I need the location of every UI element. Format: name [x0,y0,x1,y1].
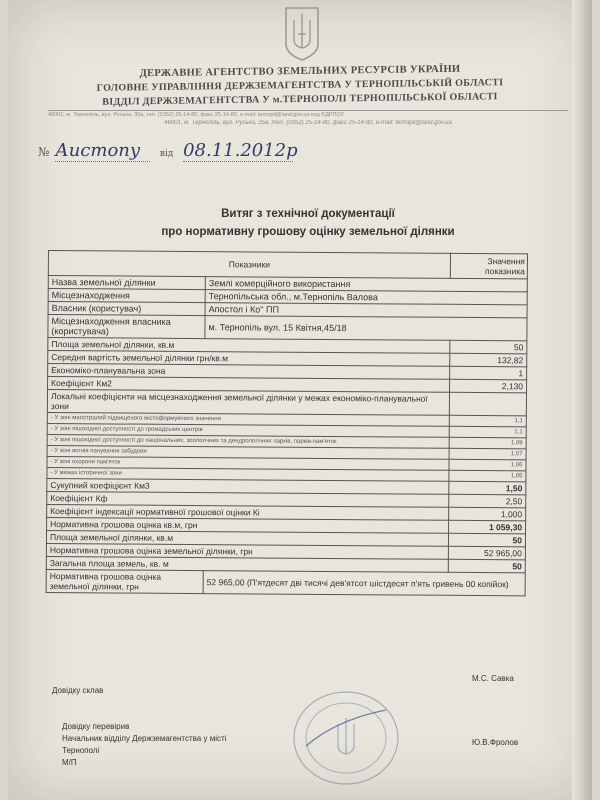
coefficient-label: - У межах історичної зони [47,467,449,481]
coefficient-label: - У зоні вогнів панування забудови [47,445,449,459]
registration-number: Аистопу [55,140,150,162]
row-label: Власник (користувач) [48,302,205,316]
document-title: Витяг з технічної документації [221,208,395,220]
agency-line-3: ВІДДІЛ ДЕРЖЗЕМАГЕНТСТВА У м.ТЕРНОПОЛІ ТЕРНОПІЛЬСЬКОЇ ОБЛАСТІ [102,91,498,108]
chief-title-line1: Начальник відділу Держземагентства у місті [62,734,227,743]
metric-label: Коефіцієнт Км2 [48,377,450,393]
metric-label: Локальні коефіцієнти на місцезнаходження земельної ділянки у межах економіко-планувальної зони [47,390,449,416]
trident-emblem-icon [282,4,322,62]
total-value: 52 965,00 [448,546,525,560]
row-label: Місцезнаходження [48,289,205,303]
metric-value: 2,130 [450,379,527,393]
table-row-final [46,569,525,595]
chief-name: Ю.В.Фролов [472,738,519,747]
metric-label: Економіко-планувальна зона [48,364,450,380]
agency-line-1: ДЕРЖАВНЕ АГЕНТСТВО ЗЕМЕЛЬНИХ РЕСУРСІВ УКРАЇНИ [139,63,461,80]
document-page [8,0,592,800]
final-value: 52 965,00 (П'ятдесят дві тисячі дев'ятсот шістдесят п'ять гривень 00 копійок) [203,571,525,596]
total-label: Нормативна грошова оцінка земельної ділянки, грн [46,543,448,559]
total-value: 1 059,30 [449,520,526,534]
table-body [46,276,527,596]
registration-line [38,140,298,166]
agency-line-2: ГОЛОВНЕ УПРАВЛІННЯ ДЕРЖЗЕМАГЕНТСТВА У ТЕРНОПІЛЬСЬКІЙ ОБЛАСТІ [96,77,504,94]
total-value: 50 [448,533,525,547]
total-label: Коефіцієнт Кф [47,491,449,507]
registration-date: 08.11.2012р [183,140,298,161]
metric-label: Середня вартість земельної ділянки грн/кв.м [48,351,450,367]
chief-title-line2: Тернополі [62,746,100,755]
total-value: 1,000 [449,507,526,521]
prepared-label: Довідку склав [52,686,104,695]
row-label: Місцезнаходження власника (користувача) [48,315,205,339]
metric-label: Площа земельної ділянки, кв.м [48,338,450,354]
metric-value: 132,82 [450,353,527,367]
total-label: Загальна площа земель, кв. м [46,556,448,572]
page-edge-shadow [572,0,592,800]
total-label: Сукупний коефіцієнт Км3 [47,478,449,494]
seal-place-label: М/П [62,758,77,767]
address-line-italic: 46001, м. Тернопіль, вул. Руська, 35а, тел. (0352) 25-14-80, факс 25-14-80, e-mail: ternopil@land.gov.ua [164,120,452,126]
row-value: Тернопільська обл., м.Тернопіль Валова [205,290,527,305]
coefficient-value: 1,07 [449,448,526,460]
header-value: Значення показника [450,253,527,279]
coefficient-label: - У зоні пішохідної доступності до національних, зоологічних та дендрологічних парків, парків-пам'яток [47,434,449,448]
total-value: 1,50 [449,481,526,495]
coefficient-value: 1,09 [449,437,526,449]
coefficient-label: - У зоні охорони пам'яток [47,456,449,470]
coefficient-value: 1,05 [449,470,526,482]
metric-value: 1 [450,366,527,380]
number-sign: № [38,145,50,159]
coefficient-value: 1,1 [449,415,526,427]
coefficient-label: - У зоні пішохідної доступності до громадських центрів [47,423,449,437]
round-seal-icon [286,680,406,790]
coefficient-value: 1,1 [449,426,526,438]
total-label: Площа земельної ділянки, кв.м [46,530,448,546]
checked-label: Довідку перевірив [62,722,130,731]
table-header-row [48,251,527,279]
total-value: 2,50 [449,494,526,508]
table-row [48,315,527,341]
document-subtitle: про нормативну грошову оцінку земельної ділянки [161,226,455,238]
coefficient-value: 1,06 [449,459,526,471]
total-label: Коефіцієнт індексації нормативної грошової оцінки Кі [47,504,449,520]
table-row [47,390,526,416]
address-line: 46001, м. Тернопіль, вул. Руська, 35а, тел. (0352) 25-14-80, факс 25-14-80, e-mail: ternopil@land.gov.ua код ЄДРПОУ [48,110,568,118]
row-label: Назва земельної ділянки [48,276,205,290]
header-indicators: Показники [48,251,450,279]
metric-value [449,392,526,416]
row-value: м. Тернопіль вул. 15 Квітня,45/18 [205,316,527,341]
prepared-name: М.С. Савка [472,674,514,683]
from-label: від [159,149,174,159]
row-value: Землі комерційного використання [205,277,527,292]
final-label: Нормативна грошова оцінка земельної ділянки, грн [46,569,203,593]
valuation-table [46,250,528,596]
total-label: Нормативна грошова оцінка кв.м, грн [47,517,449,533]
row-value: Апостол і Ко" ПП [205,303,527,318]
total-value: 50 [448,559,525,573]
coefficient-label: - У зоні магістралей підвищеного містоформуючого значення [47,412,449,426]
metric-value: 50 [450,340,527,354]
